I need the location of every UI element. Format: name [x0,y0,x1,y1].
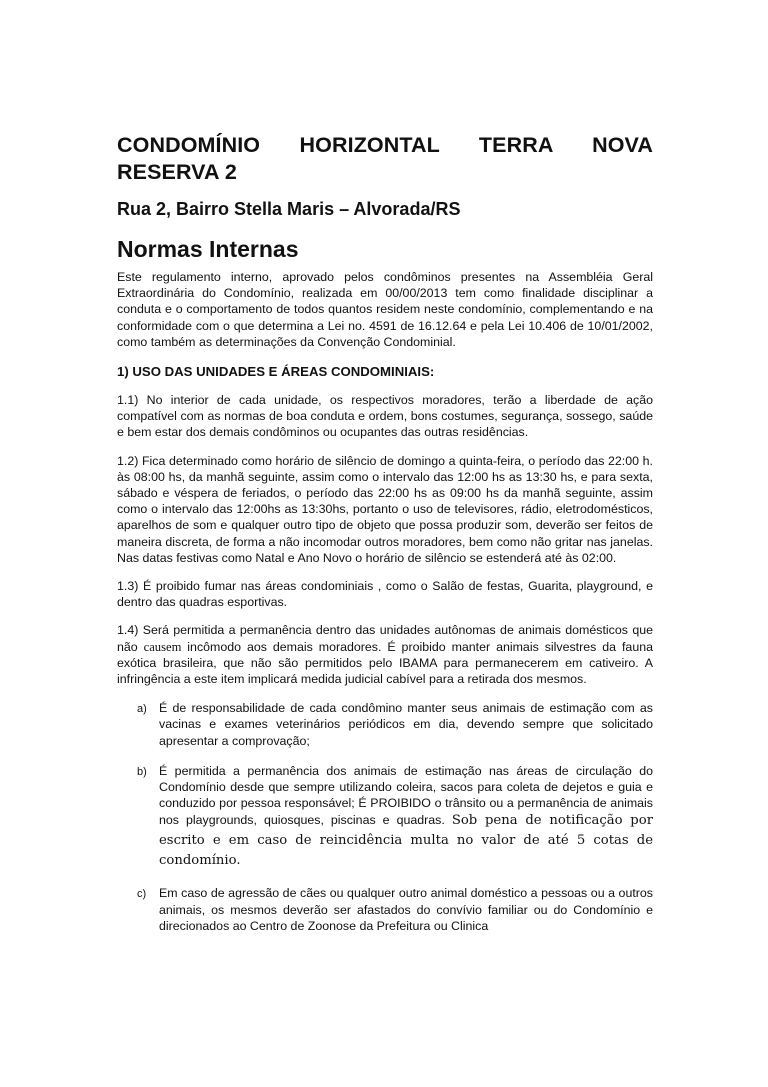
list-item-penalty-text: Sob pena de notificação por escrito e em caso de reincidência multa no valor de até 5 cotas de condomínio. [159,813,653,869]
list-marker: b) [137,765,147,778]
paragraph-1-4 [117,622,653,687]
paragraph-1-2: 1.2) Fica determinado como horário de silêncio de domingo a quinta-feira, o período das 22:00 h. às 08:00 hs, da manhã seguinte, assim como o intervalo das 12:00 hs as 13:30 hs, e para sexta, sábado e véspera de feriados, o período das 22:00 hs as 09:00 hs da manhã seguinte, assim como o intervalo das 12:00hs as 13:30hs, portanto o uso de televisores, rádio, eletrodomésticos, aparelhos de som e qualquer outro tipo de objeto que possa produzir som, deverão ser feitos de maneira discreta, de forma a não incomodar outros moradores, bem como não gritar nas janelas. Nas datas festivas como Natal e Ano Novo o horário de silêncio se estenderá até às 02:00. [117,453,653,565]
list-item-a [117,700,653,749]
document-address: Rua 2, Bairro Stella Maris – Alvorada/RS [117,199,461,219]
document-page [117,132,653,948]
paragraph-1-4-part-b: incômodo aos demais moradores. É proibido manter animais silvestres da fauna exótica brasileira, que não são permitidos pelo IBAMA para permanecerem em cativeiro. A infringência a este item implicará medida judicial cabível para a retirada dos mesmos. [117,639,653,687]
list-marker: a) [137,703,147,716]
paragraph-1-1: 1.1) No interior de cada unidade, os respectivos moradores, terão a liberdade de ação compatível com as normas de boa conduta e ordem, bons costumes, segurança, sossego, saúde e bem estar dos demais condôminos ou ocupantes das outras residências. [117,393,653,440]
paragraph-1-3: 1.3) É proibido fumar nas áreas condominiais , como o Salão de festas, Guarita, playground, e dentro das quadras esportivas. [117,579,653,610]
list-item-c [117,885,653,934]
list-item-text: Em caso de agressão de cães ou qualquer outro animal doméstico a pessoas ou a outros animais, os mesmos deverão ser afastados do convívio familiar ou do Condomínio e direcionados ao Centro de Zoonose da Prefeitura ou Clinica [159,886,653,933]
document-heading: Normas Internas [117,236,299,262]
paragraph-1-4-part-a: 1.4) Será permitida a permanência dentro das unidades autônomas de animais domésticos que não [117,623,653,654]
document-title: CONDOMÍNIO HORIZONTAL TERRA NOVA RESERVA 2 [117,133,653,184]
list-item-text: É de responsabilidade de cada condômino manter seus animais de estimação com as vacinas e exames veterinários periódicos em dia, devendo sempre que solicitado apresentar a comprovação; [159,701,653,748]
list-item-text: É permitida a permanência dos animais de estimação nas áreas de circulação do Condomínio desde que sempre utilizando coleira, sacos para coleta de dejetos e guia e conduzido por pessoa responsável; É PROIBIDO o trânsito ou a permanência de animais nos playgrounds, quiosques, piscinas e quadras. [159,763,653,828]
list-item-b [117,763,653,872]
intro-paragraph: Este regulamento interno, aprovado pelos condôminos presentes na Assembléia Geral Extraordinária do Condomínio, realizada em 00/00/2013 tem como finalidade disciplinar a conduta e o comportamento de todos quantos residem neste condomínio, complementando e na conformidade com o que determina a Lei no. 4591 de 16.12.64 e pela Lei 10.406 de 10/01/2002, como também as determinações da Convenção Condominial. [117,270,653,349]
section-1-title: 1) USO DAS UNIDADES E ÁREAS CONDOMINIAIS: [117,364,435,380]
paragraph-1-4-serif-word: causem [143,639,182,654]
list-marker: c) [137,888,147,901]
animal-rules-list [117,700,653,934]
